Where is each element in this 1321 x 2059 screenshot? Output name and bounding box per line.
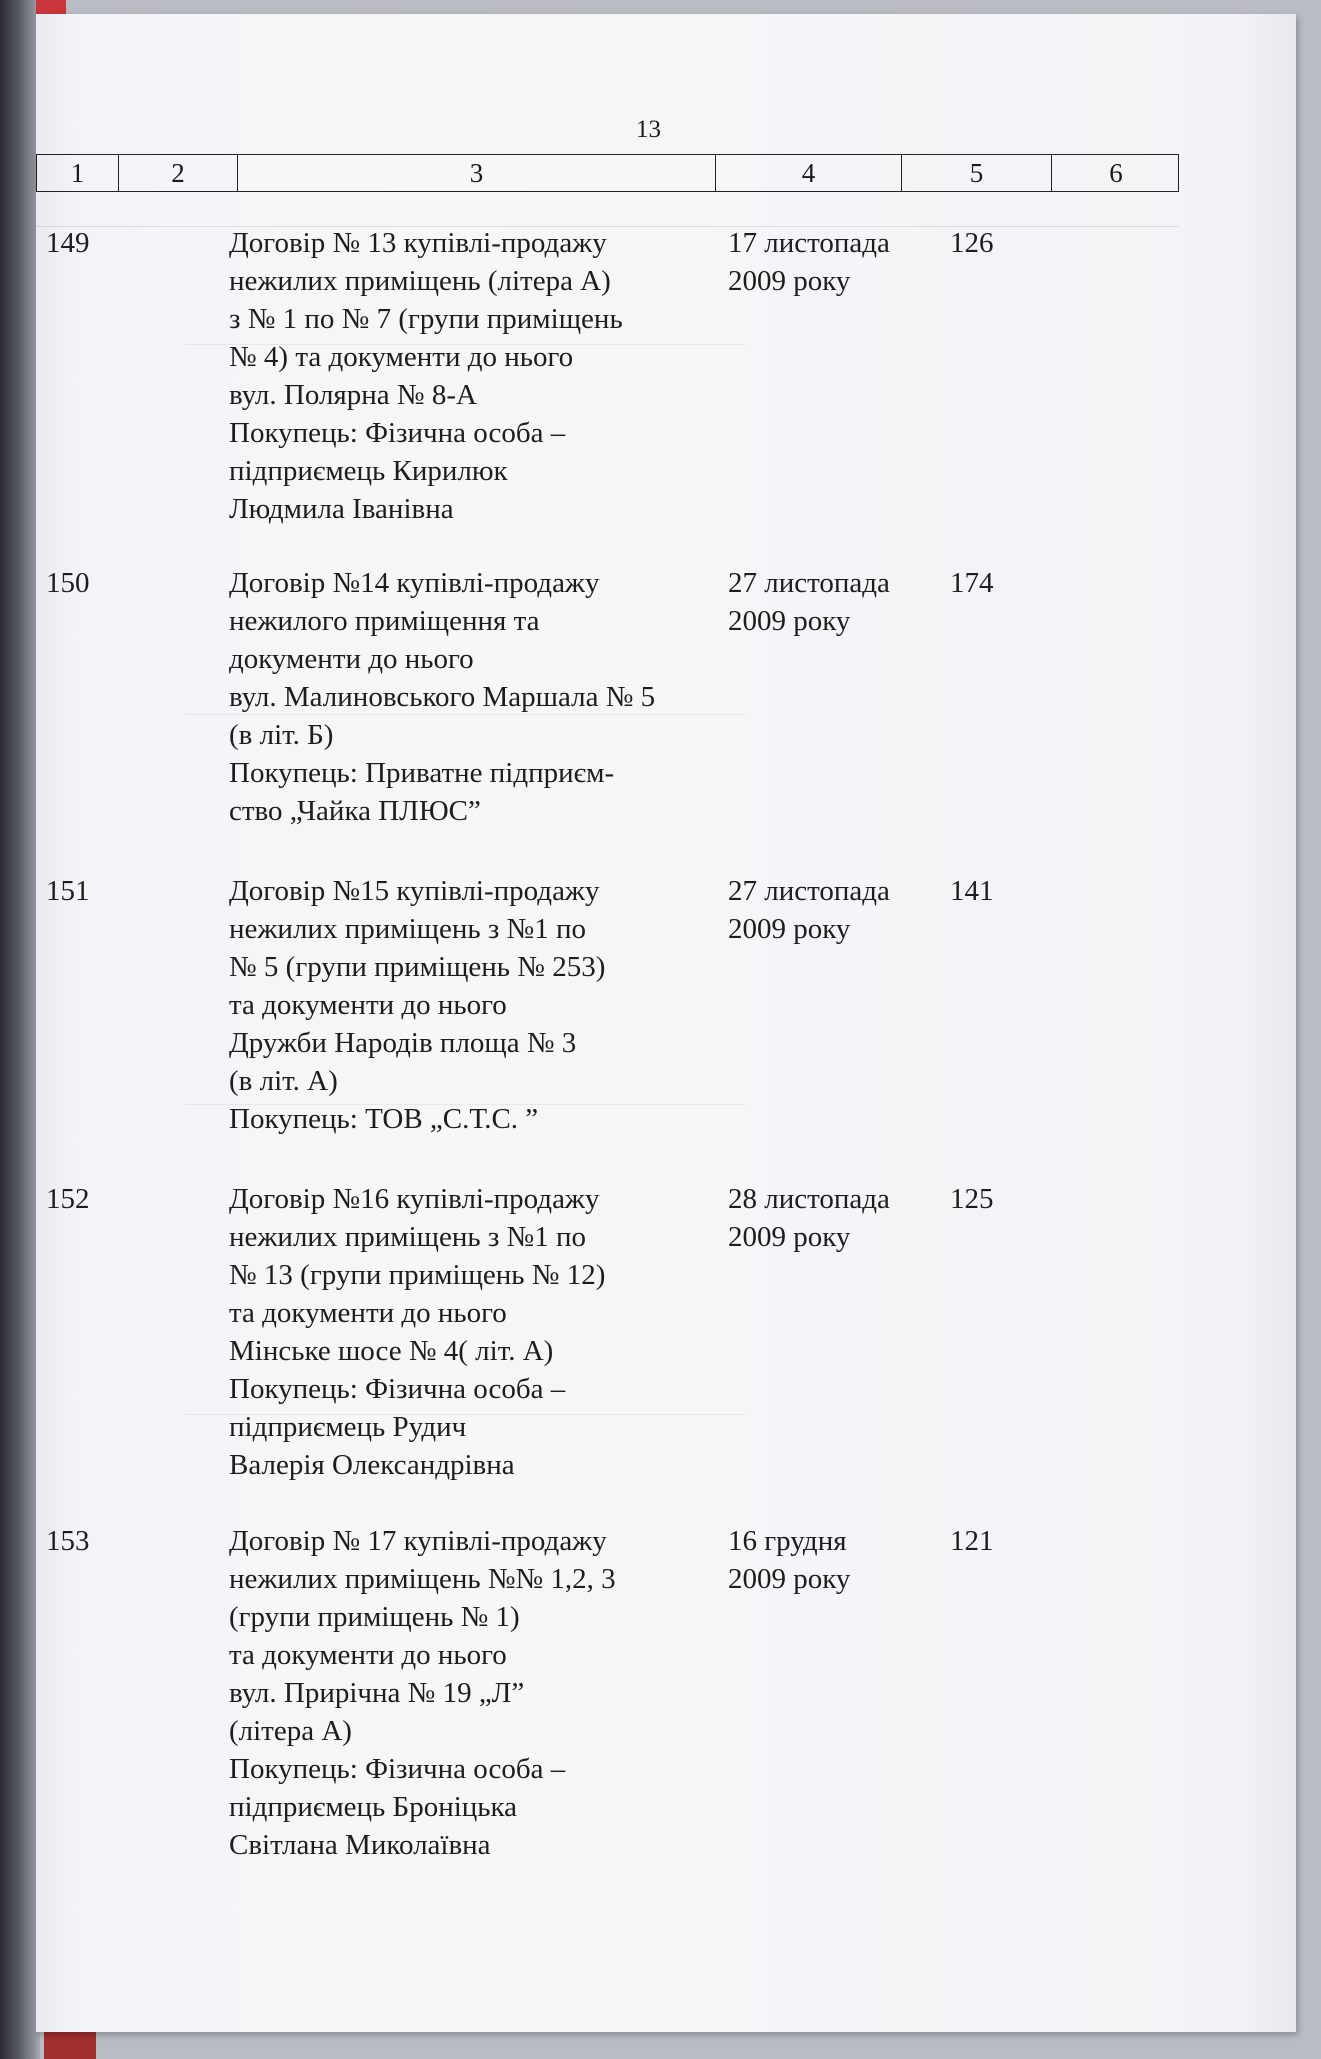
column-header-2: 2 (119, 155, 238, 191)
entry-date: 27 листопада 2009 року (728, 875, 890, 945)
column-header-row (36, 154, 1179, 192)
entry-page-count: 141 (950, 875, 994, 907)
entry-description: Договір № 17 купівлі-продажу нежилих приміщень №№ 1,2, 3 (групи приміщень № 1) та документи до нього вул. Прирічна № 19 „Л” (літера А) Покупець: Фізична особа – підприємець Броніцька Світлана Миколаївна (229, 1525, 616, 1861)
entry-description: Договір №14 купівлі-продажу нежилого приміщення та документи до нього вул. Малиновського Маршала № 5 (в літ. Б) Покупець: Приватне підприєм- ство „Чайка ПЛЮС” (229, 567, 656, 827)
page-number: 13 (636, 116, 661, 143)
entry-number: 150 (46, 567, 90, 599)
book-binding (0, 0, 40, 2059)
entry-page-count: 126 (950, 227, 994, 259)
entry-number: 151 (46, 875, 90, 907)
entry-page-count: 174 (950, 567, 994, 599)
entry-description: Договір № 13 купівлі-продажу нежилих приміщень (літера А) з № 1 по № 7 (групи приміщень № 4) та документи до нього вул. Полярна № 8-А Покупець: Фізична особа – підприємець Кирилюк Людмила Іванівна (229, 227, 623, 525)
entry-page-count: 125 (950, 1183, 994, 1215)
entry-number: 153 (46, 1525, 90, 1557)
entry-date: 27 листопада 2009 року (728, 567, 890, 637)
entry-description: Договір №15 купівлі-продажу нежилих приміщень з №1 по № 5 (групи приміщень № 253) та документи до нього Дружби Народів площа № 3 (в літ. А) Покупець: ТОВ „С.Т.С. ” (229, 875, 606, 1135)
entry-date: 16 грудня 2009 року (728, 1525, 851, 1595)
column-header-3: 3 (238, 155, 716, 191)
document-page (36, 14, 1296, 2032)
column-header-6: 6 (1109, 158, 1123, 188)
bleed-through-header (36, 192, 1179, 227)
entry-date: 28 листопада 2009 року (728, 1183, 890, 1253)
column-header-4: 4 (716, 155, 902, 191)
entry-description: Договір №16 купівлі-продажу нежилих приміщень з №1 по № 13 (групи приміщень № 12) та документи до нього Мінське шосе № 4( літ. А) Покупець: Фізична особа – підприємець Рудич Валерія Олександрівна (229, 1183, 606, 1481)
column-header-5: 5 (902, 155, 1052, 191)
entry-number: 152 (46, 1183, 90, 1215)
entry-number: 149 (46, 227, 90, 259)
column-header-1: 1 (37, 155, 119, 191)
entry-page-count: 121 (950, 1525, 994, 1557)
cover-edge-bottom (44, 2030, 96, 2059)
entry-date: 17 листопада 2009 року (728, 227, 890, 297)
